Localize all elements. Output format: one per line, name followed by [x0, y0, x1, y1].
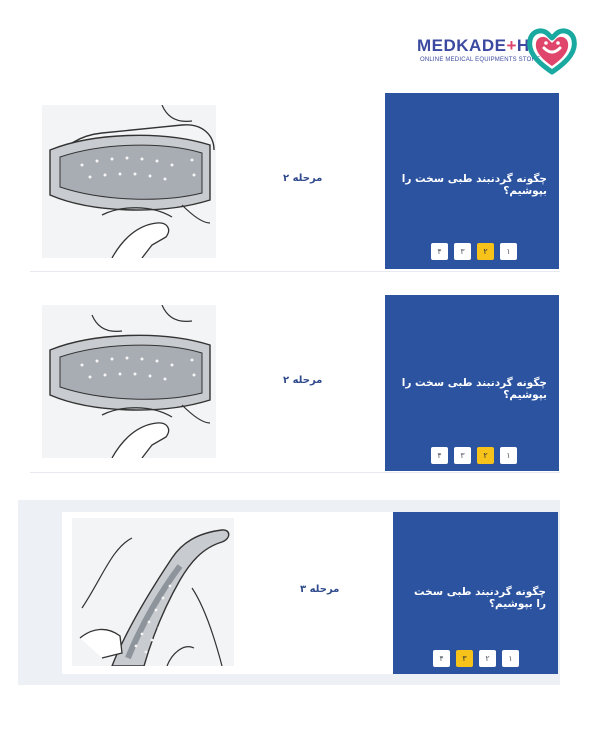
step-card-3: [18, 500, 560, 685]
panel-title: چگونه گردنبند طبی سخت را بپوشیم؟: [401, 377, 547, 401]
page-button-2[interactable]: ۲: [479, 650, 496, 667]
info-panel: [385, 295, 559, 471]
page-button-3[interactable]: ۳: [454, 447, 471, 464]
info-panel: [385, 93, 559, 269]
pager: [431, 447, 517, 464]
collar-illustration-front: [42, 305, 216, 458]
step-label: مرحله ۲: [283, 173, 323, 184]
page-button-3[interactable]: ۳: [456, 650, 473, 667]
collar-illustration-front: [42, 105, 216, 258]
brand-logo[interactable]: [412, 20, 582, 80]
info-panel: [393, 512, 558, 674]
divider: [30, 271, 560, 272]
step-card-1: [30, 93, 560, 273]
step-card-2: [30, 293, 560, 473]
heart-smile-icon: [524, 22, 580, 78]
page-button-4[interactable]: ۴: [431, 243, 448, 260]
step-label: مرحله ۲: [283, 375, 323, 386]
step-label: مرحله ۳: [300, 584, 340, 595]
page-button-1[interactable]: ۱: [500, 447, 517, 464]
page-button-4[interactable]: ۴: [433, 650, 450, 667]
pager: [433, 650, 519, 667]
brand-name: MEDKADE+H: [417, 36, 530, 55]
card-content: [62, 512, 558, 674]
page-button-1[interactable]: ۱: [500, 243, 517, 260]
collar-illustration-side: [72, 518, 234, 666]
page-button-1[interactable]: ۱: [502, 650, 519, 667]
pager: [431, 243, 517, 260]
page-button-2[interactable]: ۲: [477, 243, 494, 260]
brand-tagline: ONLINE MEDICAL EQUIPMENTS STORE: [420, 57, 541, 63]
page-button-3[interactable]: ۳: [454, 243, 471, 260]
page-button-2[interactable]: ۲: [477, 447, 494, 464]
panel-title: چگونه گردنبند طبی سخت را بپوشیم؟: [401, 173, 547, 197]
divider: [30, 472, 560, 473]
panel-title: چگونه گردنبند طبی سخت را بپوشیم؟: [414, 586, 546, 610]
page-button-4[interactable]: ۴: [431, 447, 448, 464]
